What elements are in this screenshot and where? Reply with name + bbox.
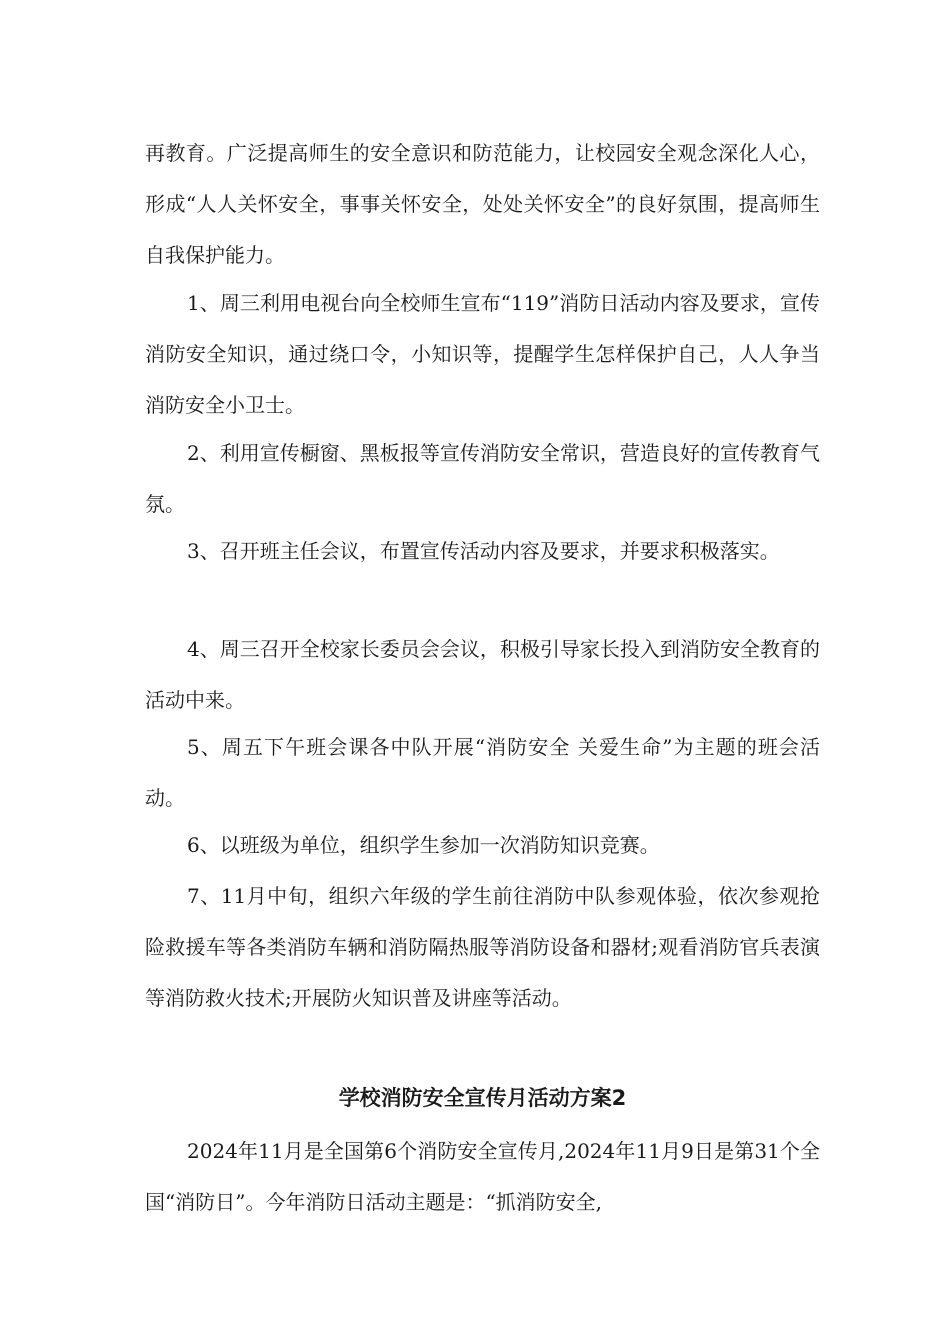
paragraph-item-1: 1、周三利用电视台向全校师生宣布“119”消防日活动内容及要求，宣传消防安全知识，通过绕口令，小知识等，提醒学生怎样保护自己，人人争当消防安全小卫士。: [145, 291, 820, 417]
paragraph-item-5: 5、周五下午班会课各中队开展“消防安全 关爱生命”为主题的班会活动。: [145, 735, 820, 810]
section-title: 学校消防安全宣传月活动方案2: [338, 1086, 627, 1110]
paragraph-item-4: 4、周三召开全校家长委员会会议，积极引导家长投入到消防安全教育的活动中来。: [145, 637, 820, 712]
paragraph-item-2: 2、利用宣传橱窗、黑板报等宣传消防安全常识，营造良好的宣传教育气氛。: [145, 441, 820, 516]
paragraph-item-6: 6、以班级为单位，组织学生参加一次消防知识竞赛。: [187, 833, 660, 857]
paragraph-intro: 再教育。广泛提高师生的安全意识和防范能力，让校园安全观念深化人心，形成“人人关怀安全，事事关怀安全，处处关怀安全”的良好氛围，提高师生自我保护能力。: [145, 141, 820, 267]
paragraph-item-3: 3、召开班主任会议，布置宣传活动内容及要求，并要求积极落实。: [187, 539, 780, 563]
paragraph-item-7: 7、11月中旬，组织六年级的学生前往消防中队参观体验，依次参观抢险救援车等各类消防车辆和消防隔热服等消防设备和器材;观看消防官兵表演等消防救火技术;开展防火知识普及讲座等活动。: [145, 884, 820, 1010]
section-paragraph: 2024年11月是全国第6个消防安全宣传月,2024年11月9日是第31个全国“消防日”。今年消防日活动主题是：“抓消防安全,: [145, 1139, 820, 1214]
